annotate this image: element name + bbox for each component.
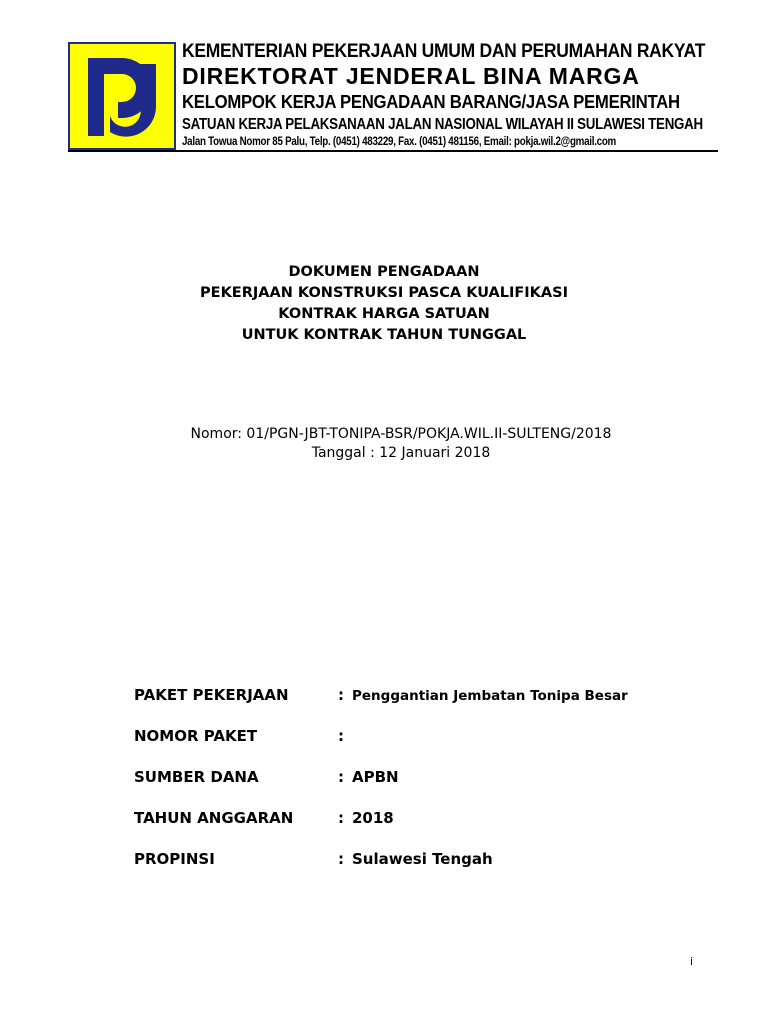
- detail-label: SUMBER DANA: [134, 768, 259, 786]
- detail-colon: :: [338, 686, 344, 704]
- document-date: Tanggal : 12 Januari 2018: [311, 445, 491, 461]
- page-number: i: [690, 955, 694, 968]
- detail-row: [134, 727, 694, 768]
- detail-row: [134, 768, 694, 809]
- pu-logo: [68, 42, 176, 150]
- working-group-name: KELOMPOK KERJA PENGADAAN BARANG/JASA PEMERINTAH: [182, 92, 680, 112]
- detail-colon: :: [338, 809, 344, 827]
- detail-label: TAHUN ANGGARAN: [134, 809, 294, 827]
- ministry-name: KEMENTERIAN PEKERJAAN UMUM DAN PERUMAHAN RAKYAT: [182, 41, 706, 62]
- document-number: Nomor: 01/PGN-JBT-TONIPA-BSR/POKJA.WIL.II-SULTENG/2018: [190, 426, 612, 442]
- contact-address: Jalan Towua Nomor 85 Palu, Telp. (0451) 483229, Fax. (0451) 481156, Email: pokja.wil.2@gmail.com: [182, 135, 616, 148]
- work-unit-name: SATUAN KERJA PELAKSANAAN JALAN NASIONAL WILAYAH II SULAWESI TENGAH: [182, 116, 703, 133]
- detail-value: APBN: [352, 768, 399, 786]
- letterhead-divider: [68, 150, 718, 152]
- title-line-4: UNTUK KONTRAK TAHUN TUNGGAL: [241, 327, 527, 343]
- detail-colon: :: [338, 727, 344, 745]
- detail-label: PAKET PEKERJAAN: [134, 686, 289, 704]
- detail-row: [134, 809, 694, 850]
- organization-header: [182, 42, 722, 148]
- detail-value: Penggantian Jembatan Tonipa Besar: [352, 688, 628, 704]
- document-title: [0, 262, 768, 346]
- title-line-1: DOKUMEN PENGADAAN: [288, 264, 480, 280]
- detail-row: [134, 850, 694, 891]
- detail-label: PROPINSI: [134, 850, 215, 868]
- detail-value: Sulawesi Tengah: [352, 850, 493, 868]
- detail-colon: :: [338, 850, 344, 868]
- detail-row: [134, 686, 694, 727]
- title-line-3: KONTRAK HARGA SATUAN: [278, 306, 490, 322]
- detail-value: 2018: [352, 809, 394, 827]
- reference-block: [0, 425, 768, 463]
- package-details: [134, 686, 694, 891]
- detail-label: NOMOR PAKET: [134, 727, 258, 745]
- detail-colon: :: [338, 768, 344, 786]
- title-line-2: PEKERJAAN KONSTRUKSI PASCA KUALIFIKASI: [200, 285, 568, 301]
- letterhead: [68, 42, 718, 152]
- directorate-name: DIREKTORAT JENDERAL BINA MARGA: [182, 63, 640, 89]
